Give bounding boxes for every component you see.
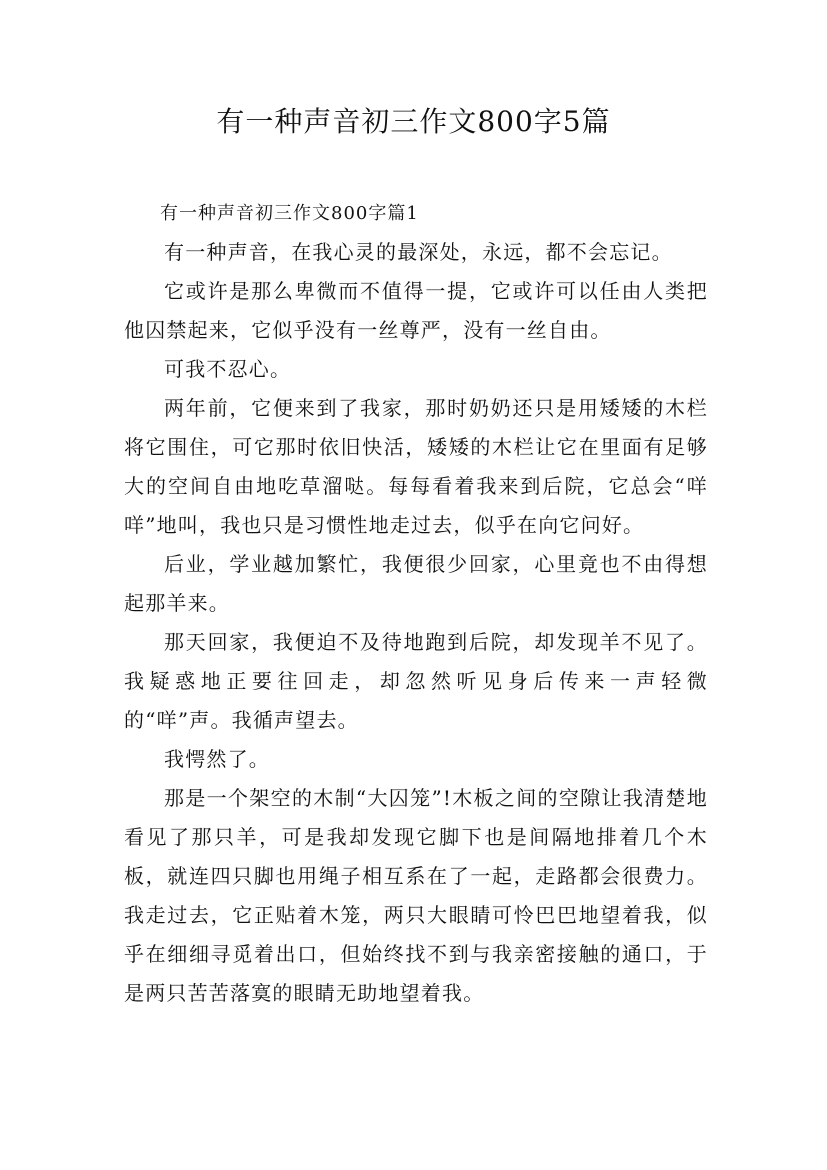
paragraph: 那天回家，我便迫不及待地跑到后院，却发现羊不见了。我疑惑地正要往回走，却忽然听见身后传来一声轻微的“咩”声。我循声望去。 <box>124 630 708 732</box>
section-heading: 有一种声音初三作文800字篇1 <box>160 203 419 224</box>
paragraph: 我愕然了。 <box>164 747 270 771</box>
document-body <box>124 194 708 1013</box>
document-title: 有一种声音初三作文800字5篇 <box>216 105 611 138</box>
paragraph: 那是一个架空的木制“大囚笼”!木板之间的空隙让我清楚地看见了那只羊，可是我却发现它脚下也是间隔地排着几个木板，就连四只脚也用绳子相互系在了一起，走路都会很费力。我走过去，它正贴着木笼，两只大眼睛可怜巴巴地望着我，似乎在细细寻觅着出口，但始终找不到与我亲密接触的通口，于是两只苦苦落寞的眼睛无助地望着我。 <box>124 786 708 1005</box>
paragraph: 可我不忍心。 <box>164 357 292 381</box>
paragraph: 后业，学业越加繁忙，我便很少回家，心里竟也不由得想起那羊来。 <box>124 552 708 615</box>
paragraph: 它或许是那么卑微而不值得一提，它或许可以任由人类把他囚禁起来，它似乎没有一丝尊严，没有一丝自由。 <box>124 279 708 342</box>
paragraph: 有一种声音，在我心灵的最深处，永远，都不会忘记。 <box>164 240 673 264</box>
paragraph: 两年前，它便来到了我家，那时奶奶还只是用矮矮的木栏将它围住，可它那时依旧快活，矮矮的木栏让它在里面有足够大的空间自由地吃草溜哒。每每看着我来到后院，它总会“咩咩”地叫，我也只是习惯性地走过去，似乎在向它问好。 <box>124 396 708 537</box>
